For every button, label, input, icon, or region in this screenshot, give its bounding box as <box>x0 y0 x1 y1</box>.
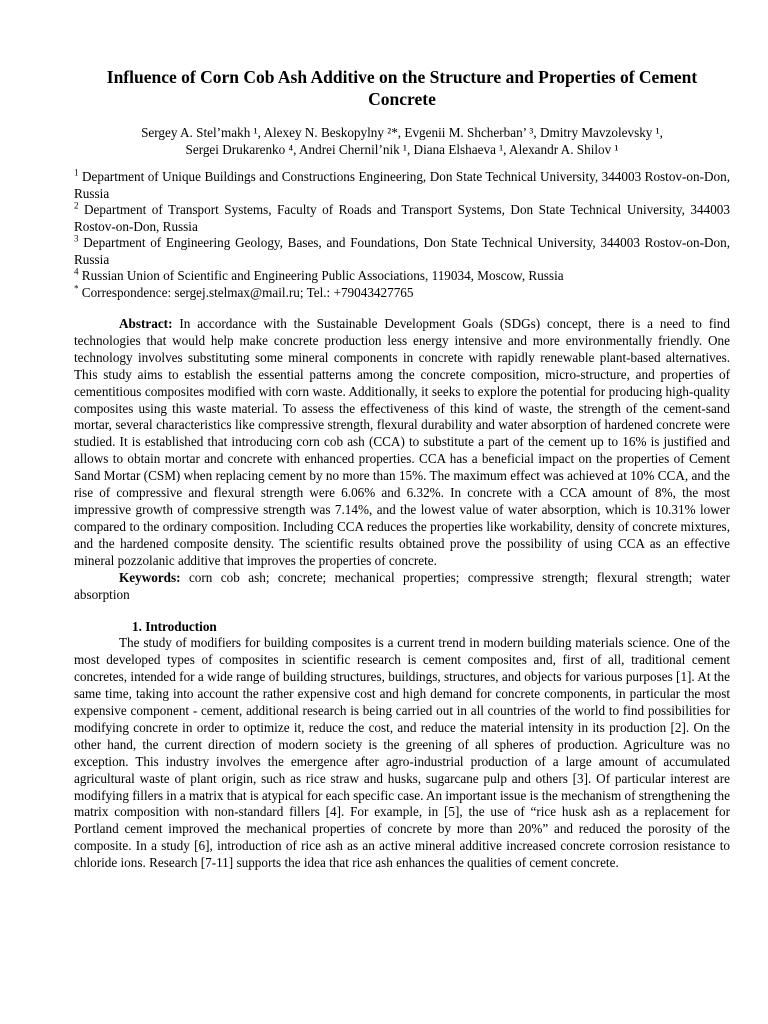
affiliation-1 <box>74 169 730 202</box>
affiliation-2 <box>74 202 730 235</box>
affiliations <box>74 169 730 301</box>
abstract-label: Abstract: <box>119 316 173 331</box>
correspondence-mark: * <box>74 283 79 294</box>
affiliation-text: Department of Transport Systems, Faculty of Roads and Transport Systems, Don State Technical University, 344003 Rostov-on-Don, Russia <box>74 202 730 234</box>
authors-line-2: Sergei Drukarenko ⁴, Andrei Chernil’nik ¹, Diana Elshaeva ¹, Alexandr A. Shilov ¹ <box>185 142 619 157</box>
affiliation-mark: 1 <box>74 167 79 178</box>
affiliation-3 <box>74 235 730 268</box>
affiliation-text: Department of Engineering Geology, Bases, and Foundations, Don State Technical University, 344003 Rostov-on-Don, Russia <box>74 235 730 267</box>
keywords-text: corn cob ash; concrete; mechanical properties; compressive strength; flexural strength; water absorption <box>74 569 730 602</box>
introduction-paragraph: The study of modifiers for building composites is a current trend in modern building materials science. One of the most developed types of composites in scientific research is cement composites and, first of all, traditional cement concretes, intended for a wide range of building structures, buildings, structures, and objects for various purposes [1]. At the same time, taking into account the rather expensive cost and high demand for concrete components, in particular the most expensive component - cement, additional research is being carried out in all countries of the world to find possibilities for modifying concrete in order to optimize it, reduce the cost, and reduce the material intensity in its production [2]. On the other hand, the current direction of modern society is the greening of all spheres of production. Agriculture was no exception. This industry involves the emergence after agro-industrial production of a large amount of accumulated agricultural waste of plant origin, such as rice straw and husks, sugarcane pulp and others [3]. Of particular interest are modifying fillers in a matrix that is atypical for each specific case. An important issue is the mechanism of strengthening the matrix composition with non-standard fillers [4]. For example, in [5], the use of “rice husk ash as a replacement for Portland cement improved the mechanical properties of concrete by more than 20%” and reduced the porosity of the composite. In a study [6], introduction of rice ash as an active mineral additive increased concrete corrosion resistance to chloride ions. Research [7-11] supports the idea that rice ash enhances the qualities of cement concrete. <box>74 635 730 871</box>
affiliation-text: Russian Union of Scientific and Engineering Public Associations, 119034, Moscow, Russia <box>81 268 564 283</box>
correspondence-text: Correspondence: sergej.stelmax@mail.ru; Tel.: +79043427765 <box>81 284 414 300</box>
abstract <box>74 316 730 570</box>
paper-title: Influence of Corn Cob Ash Additive on the Structure and Properties of Cement Concrete <box>106 67 698 109</box>
correspondence <box>74 285 730 302</box>
affiliation-mark: 3 <box>74 233 79 244</box>
section-heading-introduction: 1. Introduction <box>132 619 217 635</box>
keywords <box>74 570 730 604</box>
affiliation-text: Department of Unique Buildings and Constructions Engineering, Don State Technical University, 344003 Rostov-on-Don, Russia <box>74 169 731 201</box>
abstract-text: In accordance with the Sustainable Development Goals (SDGs) concept, there is a need to find technologies that would help make concrete production less energy intensive and more environmentally friendly. One technology involves substituting some mineral components in concrete with rapidly renewable plant-based alternatives. This study aims to establish the essential patterns among the concrete composition, micro-structure, and properties of cementitious composites modified with corn waste. Additionally, it seeks to explore the potential for producing high-quality composites using this waste material. To assess the effectiveness of this kind of waste, the strength of the cement-sand mortar, several characteristics like compressive strength, flexural durability and water absorption of hardened concrete were studied. It is established that introducing corn cob ash (CCA) to substitute a part of the cement up to 16% is justified and allows to obtain mortar and concrete with enhanced properties. CCA has a beneficial impact on the properties of Cement Sand Mortar (CSM) when replacing cement by no more than 15%. The maximum effect was achieved at 10% CCA, and the rise of compressive and flexural strength were 6.06% and 6.32%. In concrete with a CCA amount of 8%, the most impressive growth of compressive strength was 7.14%, and the lowest value of water absorption, which is 10.31% lower compared to the ordinary composition. Including CCA reduces the properties like workability, density of concrete mixtures, and the hardened composite density. The scientific results obtained prove the possibility of using CCA as an effective mineral pozzolanic additive that improves the properties of concrete. <box>74 316 730 568</box>
affiliation-mark: 2 <box>74 200 79 211</box>
affiliation-4 <box>74 268 730 285</box>
affiliation-mark: 4 <box>74 266 79 277</box>
authors-line-1: Sergey A. Stel’makh ¹, Alexey N. Beskopylny ²*, Evgenii M. Shcherban’ ³, Dmitry Mavzolevsky ¹, <box>141 125 663 140</box>
author-list <box>74 124 730 158</box>
keywords-label: Keywords: <box>119 569 181 585</box>
